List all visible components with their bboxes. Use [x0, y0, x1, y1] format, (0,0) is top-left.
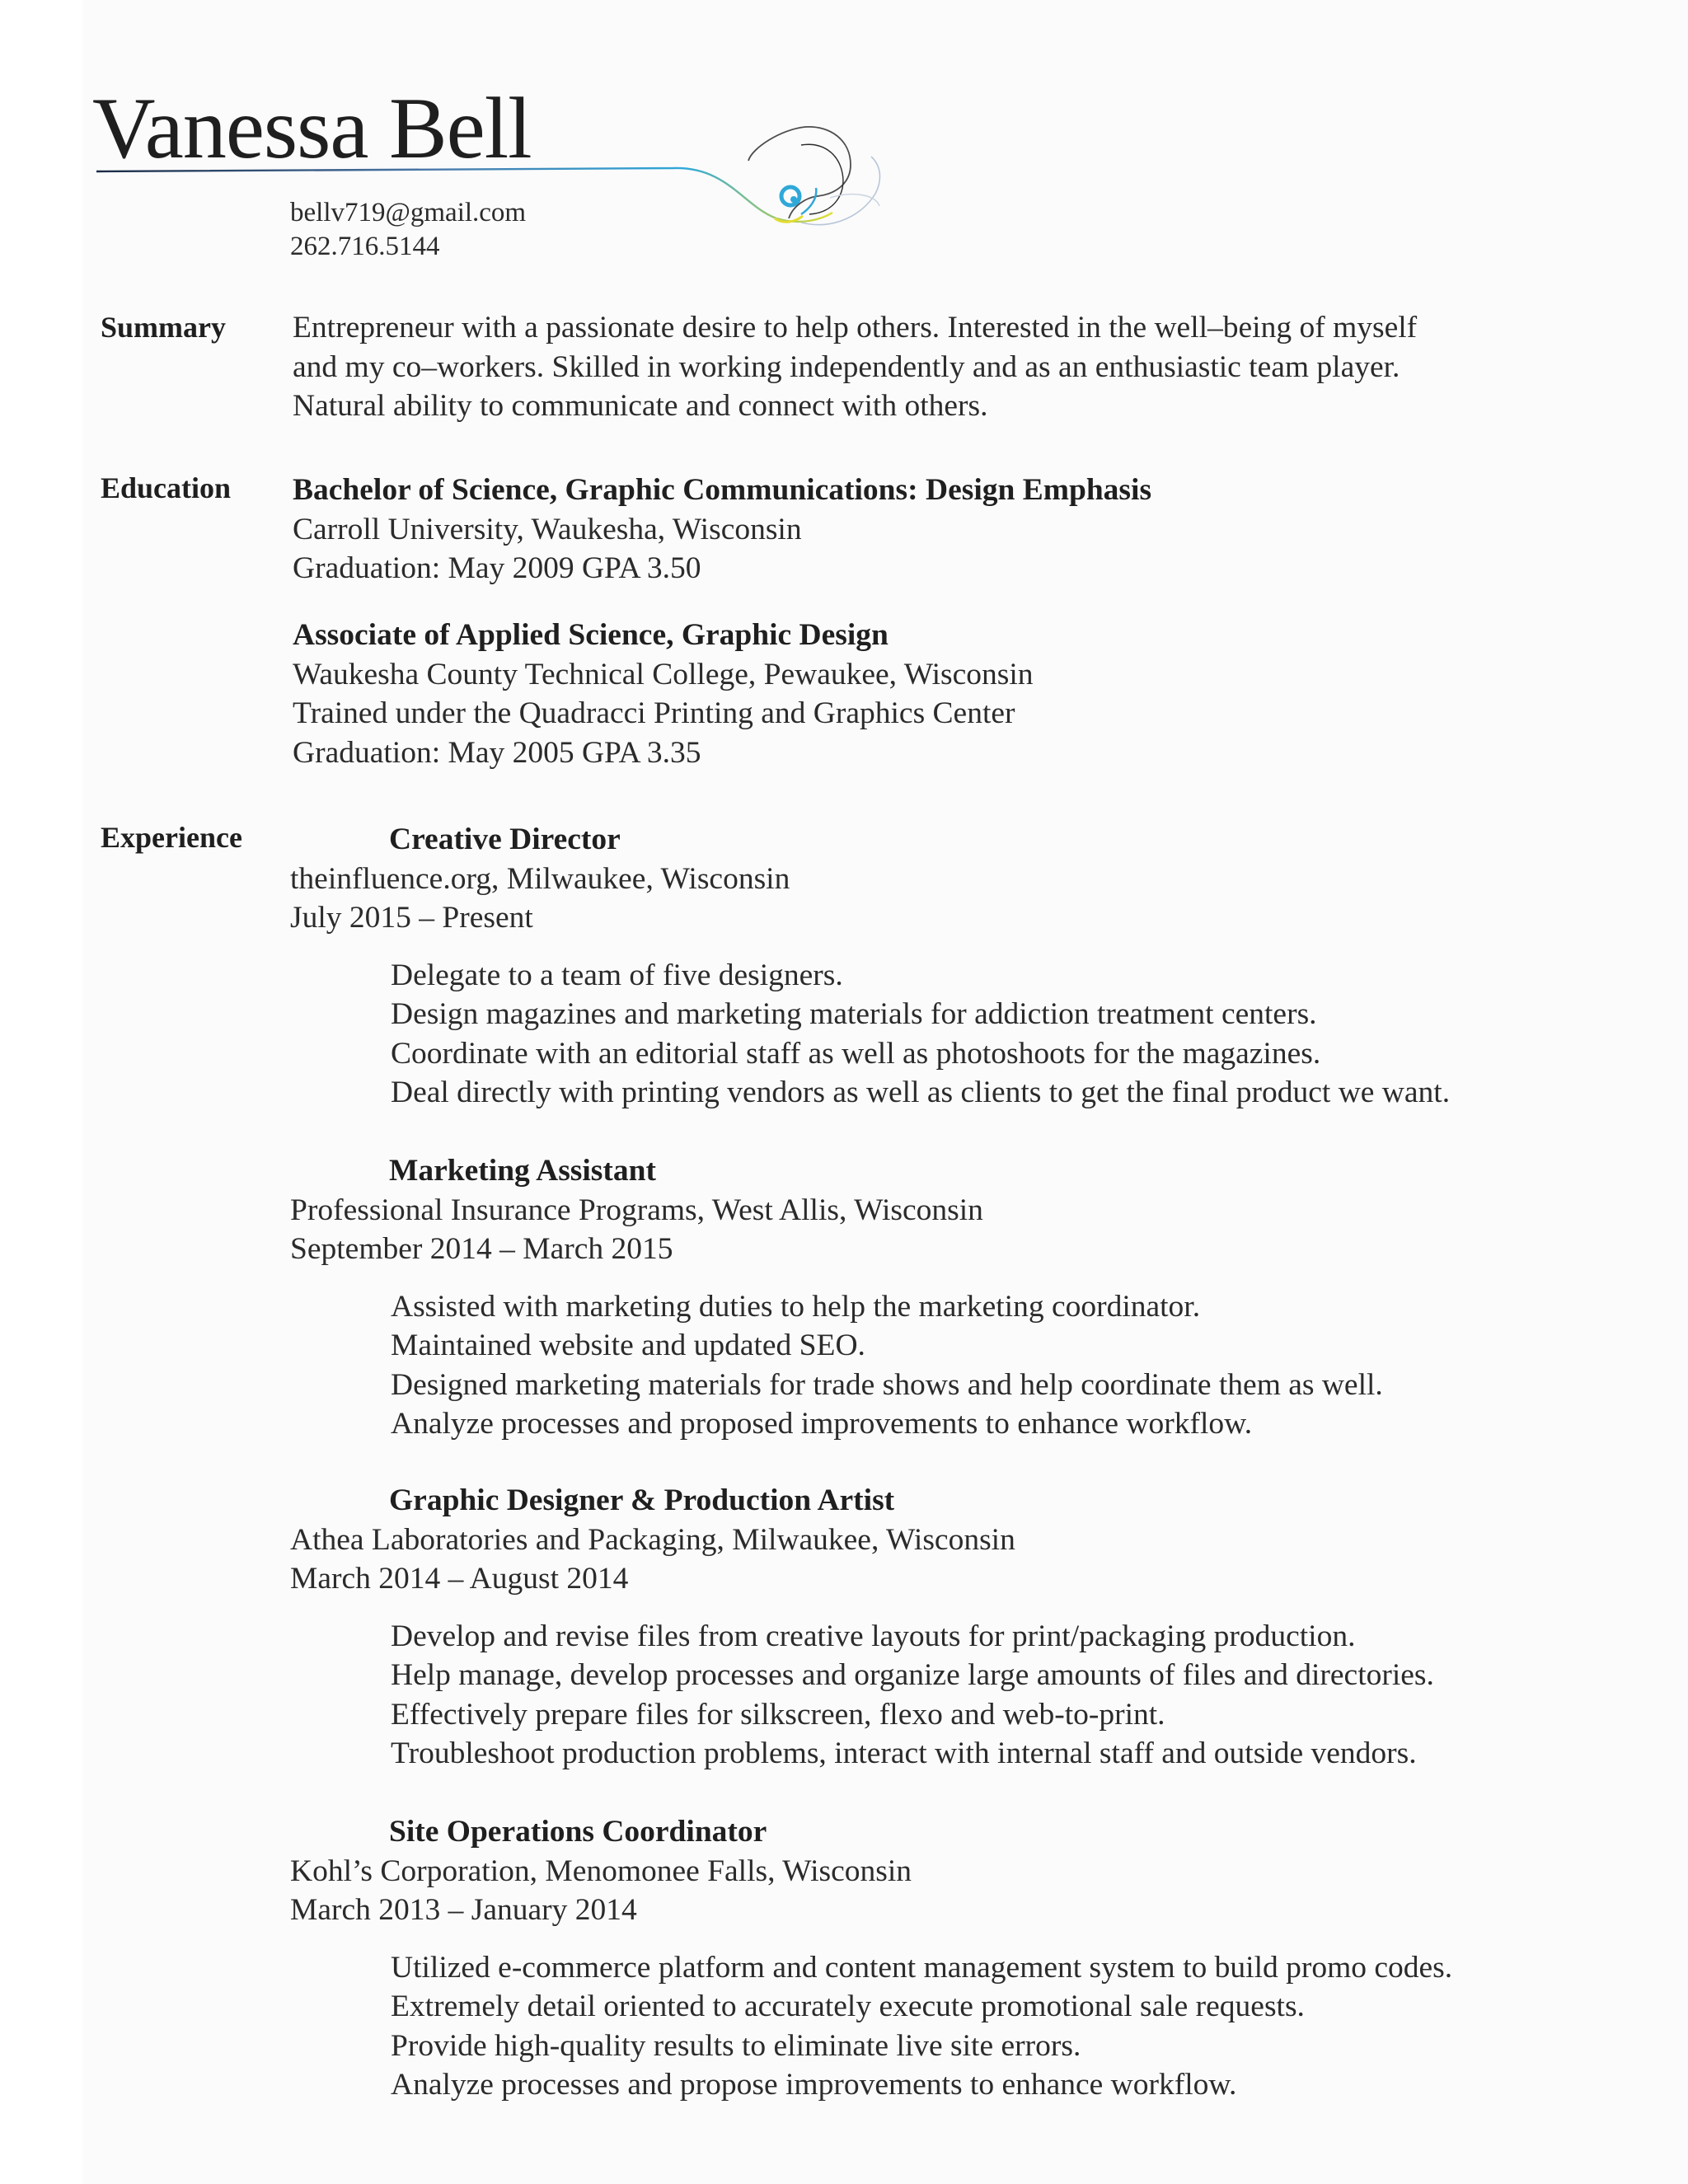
summary-line: Entrepreneur with a passionate desire to help others. Interested in the well–being of myself — [293, 311, 1418, 344]
education-detail: Carroll University, Waukesha, Wisconsin — [293, 512, 802, 546]
job-duty: Coordinate with an editorial staff as well as photoshoots for the magazines. — [391, 1036, 1321, 1071]
education-detail: Graduation: May 2005 GPA 3.35 — [293, 735, 701, 770]
job-duties — [290, 1287, 1383, 1444]
job-duty: Develop and revise files from creative layouts for print/packaging production. — [391, 1619, 1356, 1653]
education-detail: Trained under the Quadracci Printing and Graphics Center — [293, 696, 1015, 730]
job-duty: Effectively prepare files for silkscreen, flexo and web-to-print. — [391, 1697, 1165, 1732]
email-text: bellv719@gmail.com — [290, 198, 527, 227]
job-duties — [290, 1617, 1434, 1774]
job-duty: Assisted with marketing duties to help the marketing coordinator. — [391, 1289, 1201, 1324]
job-entry — [290, 1812, 1452, 2105]
degree-title: Bachelor of Science, Graphic Communications: Design Emphasis — [293, 473, 1152, 507]
education-entry — [293, 616, 1034, 772]
education-label: Education — [101, 471, 232, 504]
education-detail: Waukesha County Technical College, Pewaukee, Wisconsin — [293, 657, 1034, 691]
job-duty: Help manage, develop processes and organize large amounts of files and directories. — [391, 1658, 1434, 1692]
job-duties — [290, 1948, 1452, 2105]
job-dates: March 2014 – August 2014 — [290, 1562, 629, 1596]
job-duty: Analyze processes and propose improvements to enhance workflow. — [391, 2068, 1237, 2102]
job-company: Kohl’s Corporation, Menomonee Falls, Wisconsin — [290, 1854, 912, 1888]
job-title: Site Operations Coordinator — [389, 1815, 767, 1849]
job-dates: July 2015 – Present — [290, 901, 533, 935]
job-duty: Utilized e-commerce platform and content management system to build promo codes. — [391, 1950, 1453, 1985]
phone-text: 262.716.5144 — [290, 232, 440, 261]
job-company: Athea Laboratories and Packaging, Milwaukee, Wisconsin — [290, 1522, 1015, 1557]
job-duty: Design magazines and marketing materials for addiction treatment centers. — [391, 997, 1317, 1031]
job-duties — [290, 956, 1450, 1113]
summary-text — [293, 308, 1417, 426]
contact-info — [290, 196, 526, 264]
job-dates: March 2013 – January 2014 — [290, 1893, 637, 1927]
job-title: Marketing Assistant — [389, 1154, 656, 1188]
job-company: Professional Insurance Programs, West Allis, Wisconsin — [290, 1193, 983, 1227]
summary-line: and my co–workers. Skilled in working independently and as an enthusiastic team player. — [293, 349, 1400, 384]
job-title: Graphic Designer & Production Artist — [389, 1483, 895, 1517]
resume-name: Vanessa Bell — [92, 80, 532, 176]
job-company: theinfluence.org, Milwaukee, Wisconsin — [290, 861, 790, 896]
summary-line: Natural ability to communicate and connect with others. — [293, 389, 988, 423]
job-duty: Troubleshoot production problems, interact with internal staff and outside vendors. — [391, 1736, 1417, 1770]
job-duty: Maintained website and updated SEO. — [391, 1329, 865, 1362]
job-entry — [290, 1481, 1434, 1774]
job-entry — [290, 1151, 1383, 1444]
experience-label: Experience — [101, 821, 242, 854]
job-duty: Extremely detail oriented to accurately execute promotional sale requests. — [391, 1990, 1305, 2023]
job-duty: Provide high-quality results to eliminate live site errors. — [391, 2028, 1081, 2063]
job-duty: Analyze processes and proposed improvements to enhance workflow. — [391, 1407, 1253, 1441]
degree-title: Associate of Applied Science, Graphic Design — [293, 618, 889, 652]
job-duty: Designed marketing materials for trade shows and help coordinate them as well. — [391, 1367, 1383, 1402]
job-dates: September 2014 – March 2015 — [290, 1232, 673, 1266]
education-entry — [293, 471, 1151, 588]
job-title: Creative Director — [389, 823, 621, 856]
job-entry — [290, 820, 1450, 1113]
summary-label: Summary — [101, 311, 226, 344]
job-duty: Deal directly with printing vendors as well as clients to get the final product we want. — [391, 1076, 1451, 1109]
education-detail: Graduation: May 2009 GPA 3.50 — [293, 551, 701, 585]
job-duty: Delegate to a team of five designers. — [391, 958, 843, 992]
